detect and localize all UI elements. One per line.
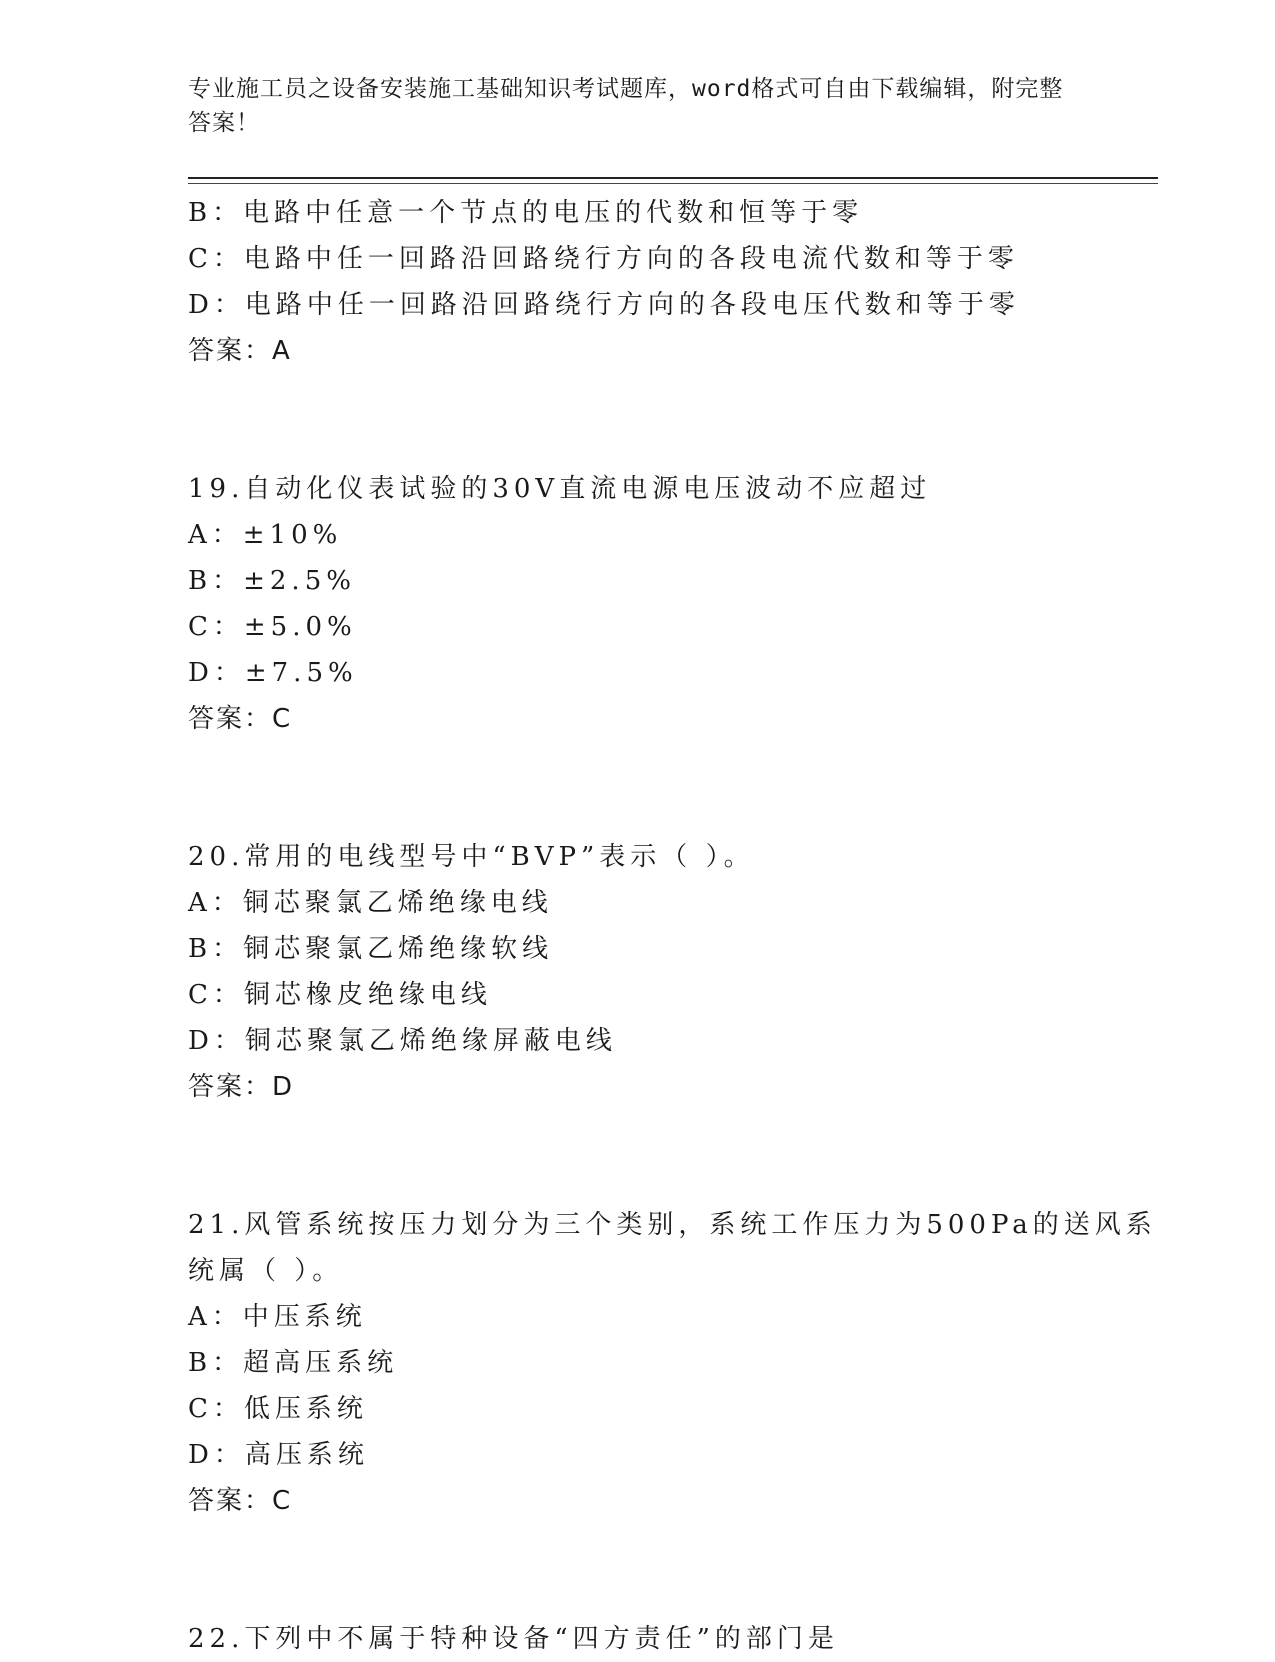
- option-c: C：铜芯橡皮绝缘电线: [188, 980, 492, 1010]
- question-content: [188, 190, 1157, 1662]
- answer-line: 答案：C: [188, 704, 293, 734]
- answer-line: 答案：C: [188, 1486, 293, 1516]
- option-d: D：铜芯聚氯乙烯绝缘屏蔽电线: [188, 1026, 617, 1056]
- option-a: A：±10%: [188, 520, 343, 550]
- option-d: D：电路中任一回路沿回路绕行方向的各段电压代数和等于零: [188, 290, 1020, 320]
- question-text: 20.常用的电线型号中“BVP”表示（ ）。: [188, 842, 755, 872]
- header-divider-thick: [188, 177, 1158, 179]
- question-text: 19.自动化仪表试验的30V直流电源电压波动不应超过: [188, 474, 932, 504]
- answer-line: 答案：A: [188, 336, 292, 366]
- option-b: B：超高压系统: [188, 1348, 399, 1378]
- option-a: A：铜芯聚氯乙烯绝缘电线: [188, 888, 553, 918]
- option-b: B：铜芯聚氯乙烯绝缘软线: [188, 934, 554, 964]
- question-19: [188, 466, 1088, 742]
- question-text: 22.下列中不属于特种设备“四方责任”的部门是: [188, 1624, 839, 1654]
- option-c: C：电路中任一回路沿回路绕行方向的各段电流代数和等于零: [188, 244, 1019, 274]
- option-d: D：±7.5%: [188, 658, 358, 688]
- question-text-line-1: 21.风管系统按压力划分为三个类别，系统工作压力为500Pa的送风系: [188, 1210, 1157, 1240]
- header-divider-thin: [188, 183, 1158, 184]
- question-20: [188, 834, 1088, 1110]
- option-c: C：低压系统: [188, 1394, 368, 1424]
- question-spacer: [188, 374, 1088, 466]
- answer-line: 答案：D: [188, 1072, 295, 1102]
- question-spacer: [188, 742, 1088, 834]
- question-text-line-2: 统属（ ）。: [188, 1256, 344, 1286]
- document-header: 专业施工员之设备安装施工基础知识考试题库，word格式可自由下载编辑，附完整答案！: [188, 76, 1064, 136]
- option-b: B：电路中任意一个节点的电压的代数和恒等于零: [188, 198, 864, 228]
- option-b: B：±2.5%: [188, 566, 356, 596]
- question-spacer: [188, 1524, 1088, 1616]
- question-21: [188, 1202, 1157, 1524]
- question-22: [188, 1616, 1088, 1662]
- option-d: D：高压系统: [188, 1440, 369, 1470]
- question-spacer: [188, 1110, 1088, 1202]
- option-a: A：中压系统: [188, 1302, 367, 1332]
- option-c: C：±5.0%: [188, 612, 357, 642]
- question-18-tail: [188, 190, 1088, 374]
